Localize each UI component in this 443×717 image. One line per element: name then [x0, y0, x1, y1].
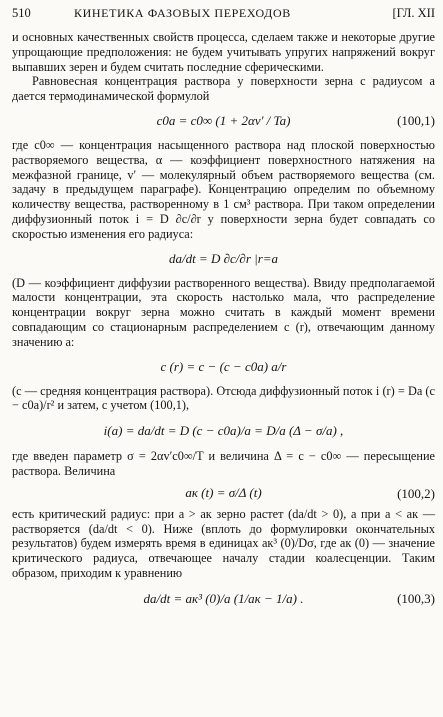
running-header [12, 6, 435, 30]
paragraph: Равновесная концентрация раствора у поверхности зерна с радиусом a дается термодинамической формулой [12, 74, 435, 104]
equation-number: (100,2) [397, 485, 435, 501]
running-title: КИНЕТИКА ФАЗОВЫХ ПЕРЕХОДОВ [74, 6, 291, 20]
equation-number: (100,1) [397, 112, 435, 128]
paragraph: и основных качественных свойств процесса, сделаем также и некоторые другие упрощающие предположения: не будем учитывать упругих напряжений вокруг выпавших зерен и будем считать последние сферическими. [12, 30, 435, 74]
equation-formula: i(a) = da/dt = D (c − c0a)/a = D/a (Δ − σ/a) , [103, 423, 344, 439]
paragraph: где c0∞ — концентрация насыщенного раствора над плоской поверхностью растворяемого вещества, α — коэффициент поверхностного натяжения на межфазной границе, v′ — молекулярный объем растворяемого вещества (см. задачу в предыдущем параграфе). Концентрацию определим по объемному количеству вещества, растворенному в 1 см³ раствора. При таком определении диффузионный поток i = D ∂c/∂r у поверхности зерна будет совпадать со скоростью изменения его радиуса: [12, 137, 435, 241]
equation-100-2 [12, 479, 435, 507]
equation-100-1 [12, 104, 435, 138]
paragraph: (c — средняя концентрация раствора). Отсюда диффузионный поток i (r) = Da (c − c0a)/r² и затем, с учетом (100,1), [12, 383, 435, 413]
paragraph: есть критический радиус: при a > aк зерно растет (da/dt > 0), а при a < aк — растворяется (da/dt < 0). Ниже (вплоть до формулировки окончательных результатов) будем измерять время в единицах aк³ (0)/Dσ, где aк (0) — значение критического радиуса, отвечающее началу стадии коалесценции. Таким образом, приходим к уравнению [12, 506, 435, 580]
equation-formula: c0a = c0∞ (1 + 2αv′ / Ta) [156, 112, 291, 128]
page-number: 510 [12, 6, 31, 20]
equation-formula: aк (t) = σ/Δ (t) [185, 484, 262, 500]
equation-concentration-profile [12, 350, 435, 384]
equation-100-3 [12, 581, 435, 617]
equation-formula: c (r) = c − (c − c0a) a/r [160, 358, 287, 374]
equation-formula: da/dt = aк³ (0)/a (1/aк − 1/a) . [143, 590, 304, 606]
paragraph: (D — коэффициент диффузии растворенного вещества). Ввиду предполагаемой малости концентрации, эта скорость настолько мала, что распределение концентрации вокруг зерна можно считать в каждый момент времени совпадающим со стационарным распределением c (r), отвечающим данному значению a: [12, 275, 435, 349]
chapter-marker: [ГЛ. XII [392, 6, 435, 20]
equation-number: (100,3) [397, 590, 435, 606]
equation-formula: da/dt = D ∂c/∂r |r=a [168, 250, 279, 266]
equation-diffusion-flux [12, 413, 435, 449]
book-page [12, 6, 435, 617]
equation-growth-rate [12, 242, 435, 276]
paragraph: где введен параметр σ = 2αv′c0∞/T и величина Δ = c − c0∞ — пересыщение раствора. Величина [12, 449, 435, 478]
